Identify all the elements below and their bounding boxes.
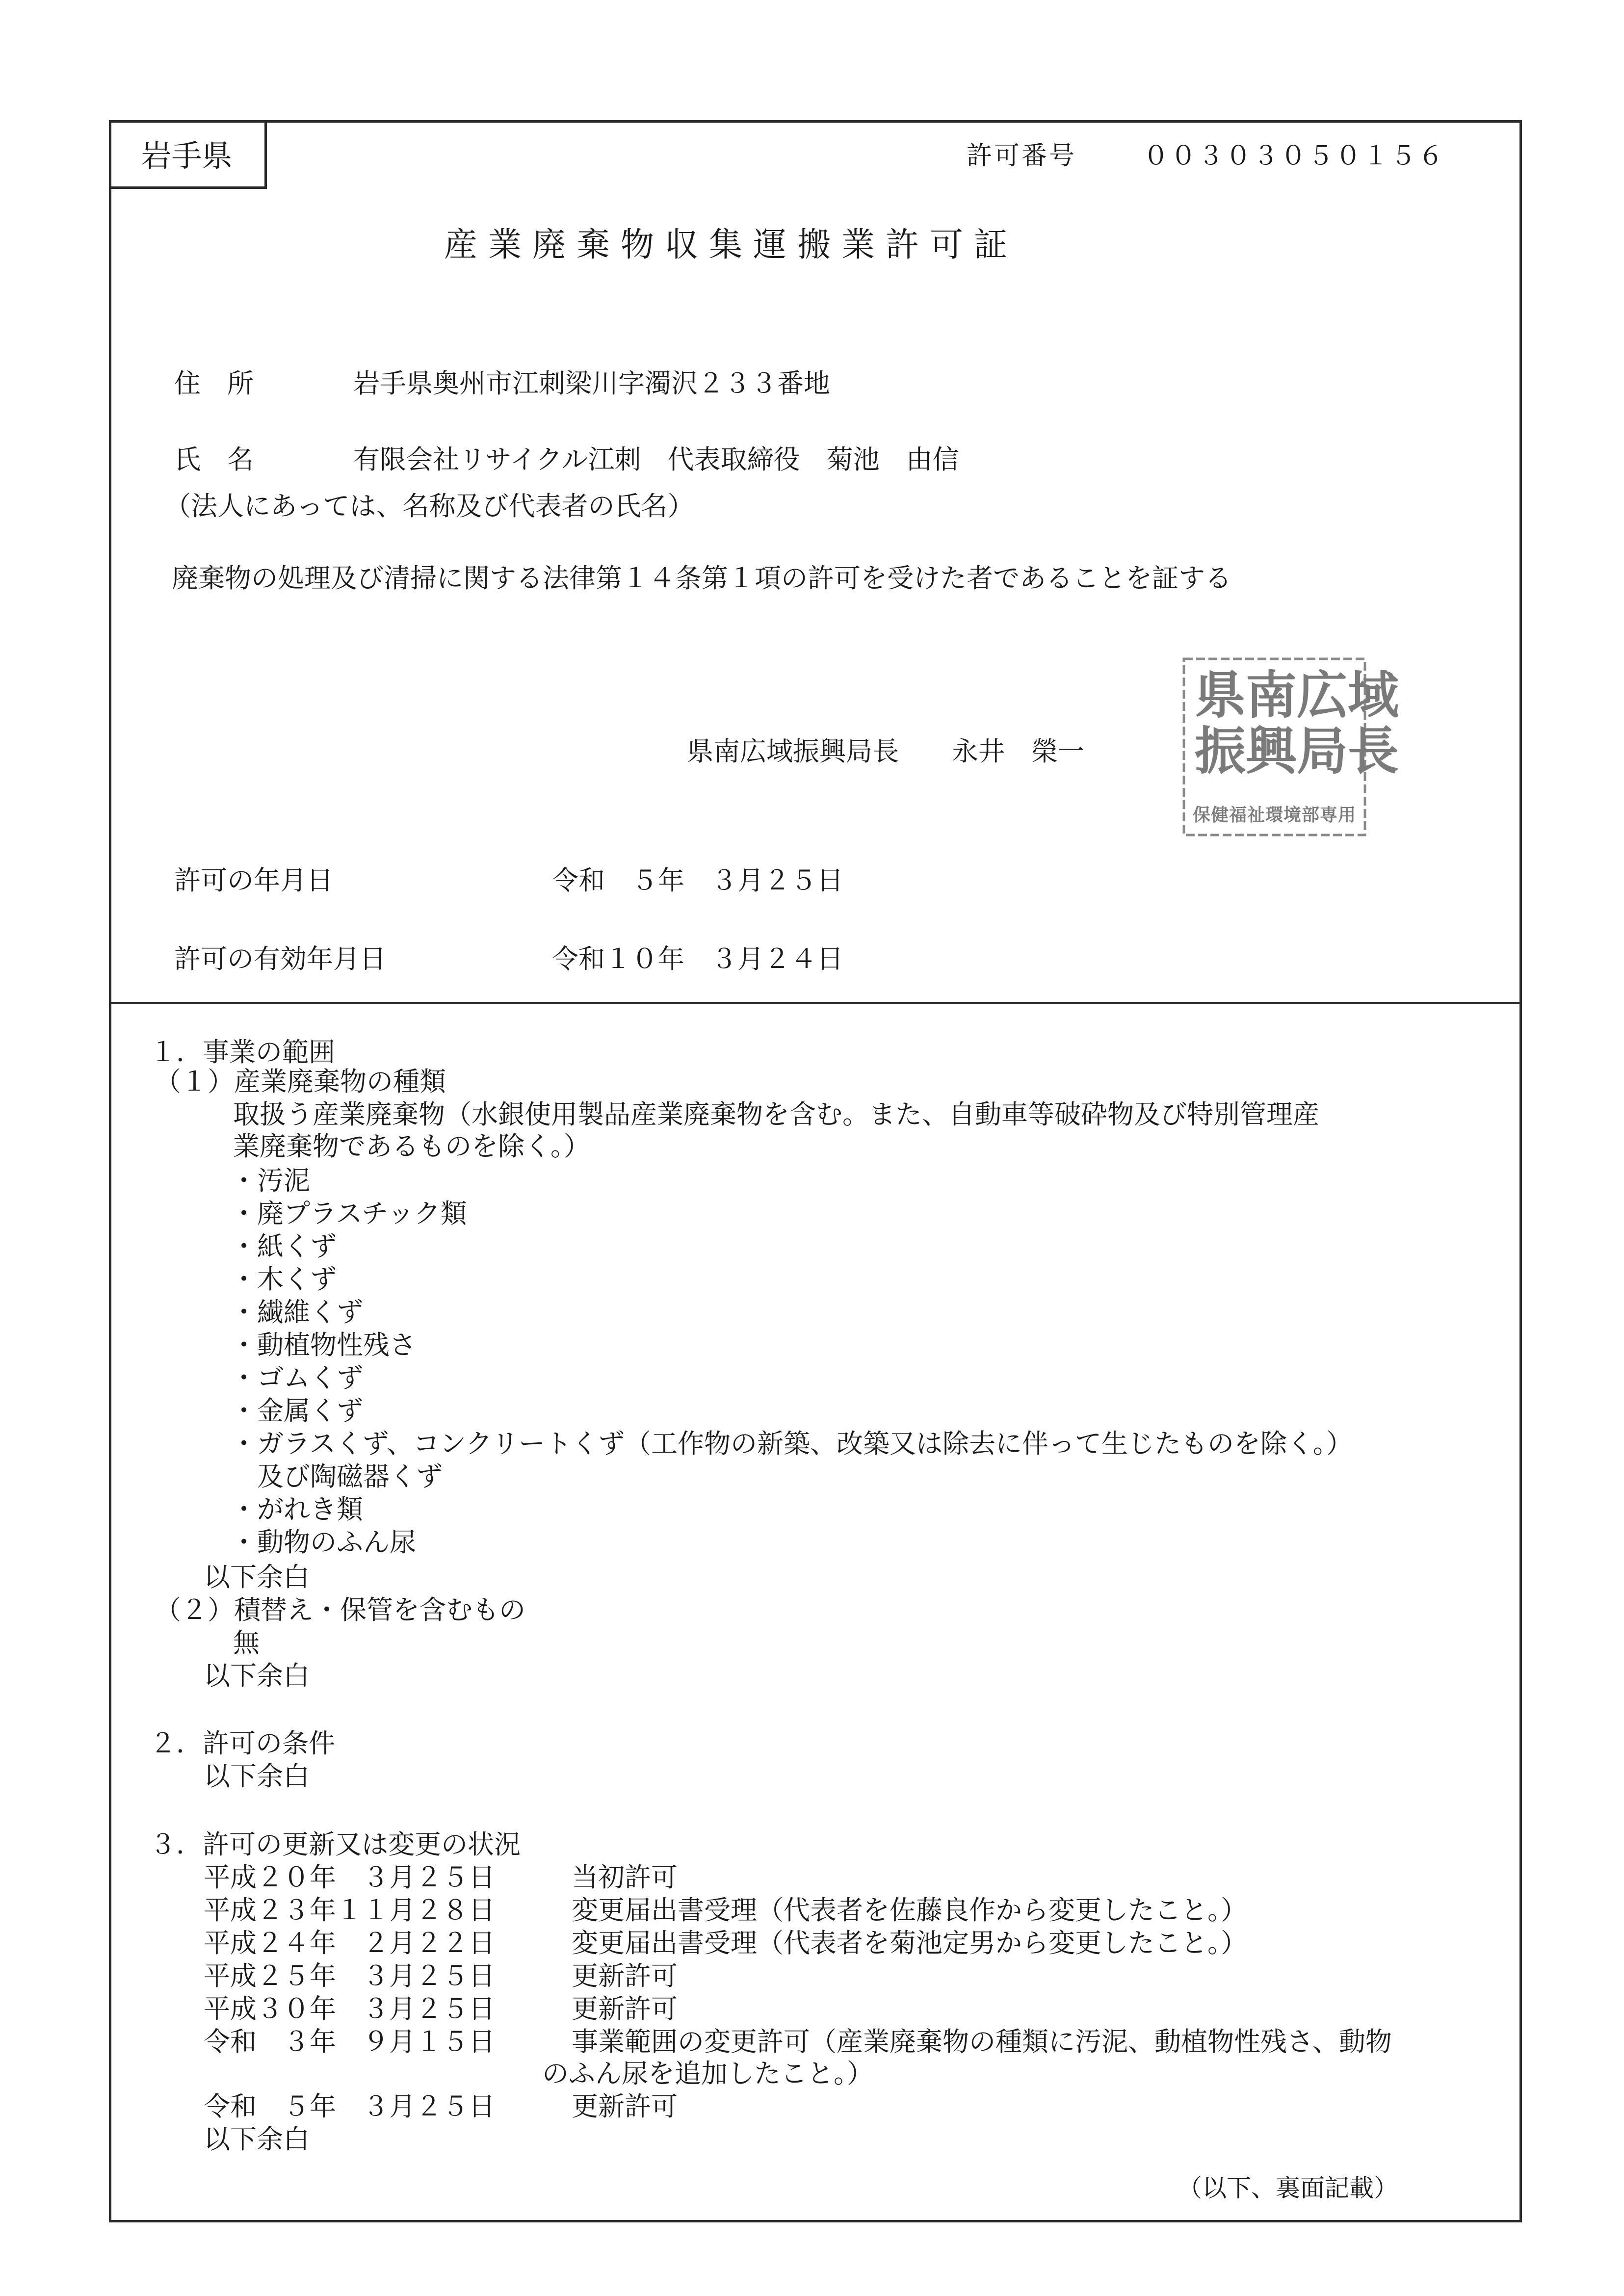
history-date: 令和 ３年 ９月１５日 [204,2026,495,2057]
list-item: ・廃プラスチック類 [231,1198,467,1229]
history-desc: 変更届出書受理（代表者を菊池定男から変更したこと。） [572,1928,1247,1958]
history-desc: 更新許可 [572,1960,678,1991]
name-note: （法人にあっては、名称及び代表者の氏名） [164,491,694,522]
section1-sub2-heading: （２）積替え・保管を含むもの [155,1594,525,1625]
permit-number: ００３０３０５０１５６ [1143,141,1446,171]
list-item: ・紙くず [231,1231,337,1262]
section1-sub2-value: 無 [233,1627,260,1658]
history-desc: 事業範囲の変更許可（産業廃棄物の種類に汚泥、動植物性残さ、動物 [572,2026,1392,2057]
list-item: ・木くず [231,1264,337,1295]
list-item: ・ガラスくず、コンクリートくず（工作物の新築、改築又は除去に伴って生じたものを除く。） [231,1428,1353,1459]
valid-until: 令和１０年 ３月２４日 [552,943,843,974]
svg-text:県南広域: 県南広域 [1195,665,1399,725]
list-item: ・金属くず [231,1395,363,1426]
section2-heading: ２．許可の条件 [150,1728,335,1759]
prefecture-box [109,120,267,189]
svg-text:保健福祉環境部専用: 保健福祉環境部専用 [1193,805,1357,825]
history-desc: 更新許可 [572,1993,678,2024]
official-seal [1180,655,1399,839]
history-date: 令和 ５年 ３月２５日 [204,2091,495,2122]
list-item: ・がれき類 [231,1494,363,1525]
list-item: ・汚泥 [231,1165,310,1196]
footer-note: （以下、裏面記載） [1178,2174,1398,2202]
list-item: ・繊維くず [231,1297,363,1328]
address-label: 住 所 [174,368,254,399]
certification-text: 廃棄物の処理及び清掃に関する法律第１４条第１項の許可を受けた者であることを証する [172,563,1231,594]
history-date: 平成２４年 ２月２２日 [204,1928,495,1958]
history-date: 平成２５年 ３月２５日 [204,1960,495,1991]
permit-date-label: 許可の年月日 [174,865,333,896]
document-title: 産業廃棄物収集運搬業許可証 [444,226,1019,264]
svg-text:振興局長: 振興局長 [1195,721,1399,781]
section1-desc-line1: 取扱う産業廃棄物（水銀使用製品産業廃棄物を含む。また、自動車等破砕物及び特別管理産 [233,1099,1319,1130]
list-item: ・ゴムくず [231,1362,363,1393]
section-divider [109,1002,1522,1004]
history-date: 平成２０年 ３月２５日 [204,1862,495,1893]
section1-sub1-end: 以下余白 [204,1562,310,1592]
section1-sub2-end: 以下余白 [204,1660,310,1691]
prefecture-label: 岩手県 [141,138,233,174]
name-value: 有限会社リサイクル江刺 代表取締役 菊池 由信 [353,444,959,475]
permit-date: 令和 ５年 ３月２５日 [552,865,843,896]
history-date: 平成３０年 ３月２５日 [204,1993,495,2024]
seal-stamp-icon [1180,655,1399,839]
section3-heading: ３．許可の更新又は変更の状況 [150,1829,521,1860]
section2-end: 以下余白 [204,1761,310,1792]
section3-end: 以下余白 [204,2124,310,2155]
section1-heading: １．事業の範囲 [150,1037,335,1068]
section1-desc-line2: 業廃棄物であるものを除く。） [233,1131,590,1162]
address-value: 岩手県奥州市江刺梁川字濁沢２３３番地 [353,368,830,399]
history-date: 平成２３年１１月２８日 [204,1895,495,1926]
permit-number-label: 許可番号 [967,141,1077,171]
list-item: 及び陶磁器くず [231,1461,443,1492]
history-desc: 当初許可 [572,1862,678,1893]
valid-until-label: 許可の有効年月日 [174,943,386,974]
history-desc: のふん尿を追加したこと。） [542,2058,873,2089]
history-desc: 変更届出書受理（代表者を佐藤良作から変更したこと。） [572,1895,1247,1926]
issuer: 県南広域振興局長 永井 榮一 [687,736,1084,767]
list-item: ・動物のふん尿 [231,1527,416,1558]
section1-sub1-heading: （１）産業廃棄物の種類 [155,1066,446,1097]
history-desc: 更新許可 [572,2091,678,2122]
list-item: ・動植物性残さ [231,1330,416,1360]
name-label: 氏 名 [174,444,254,475]
